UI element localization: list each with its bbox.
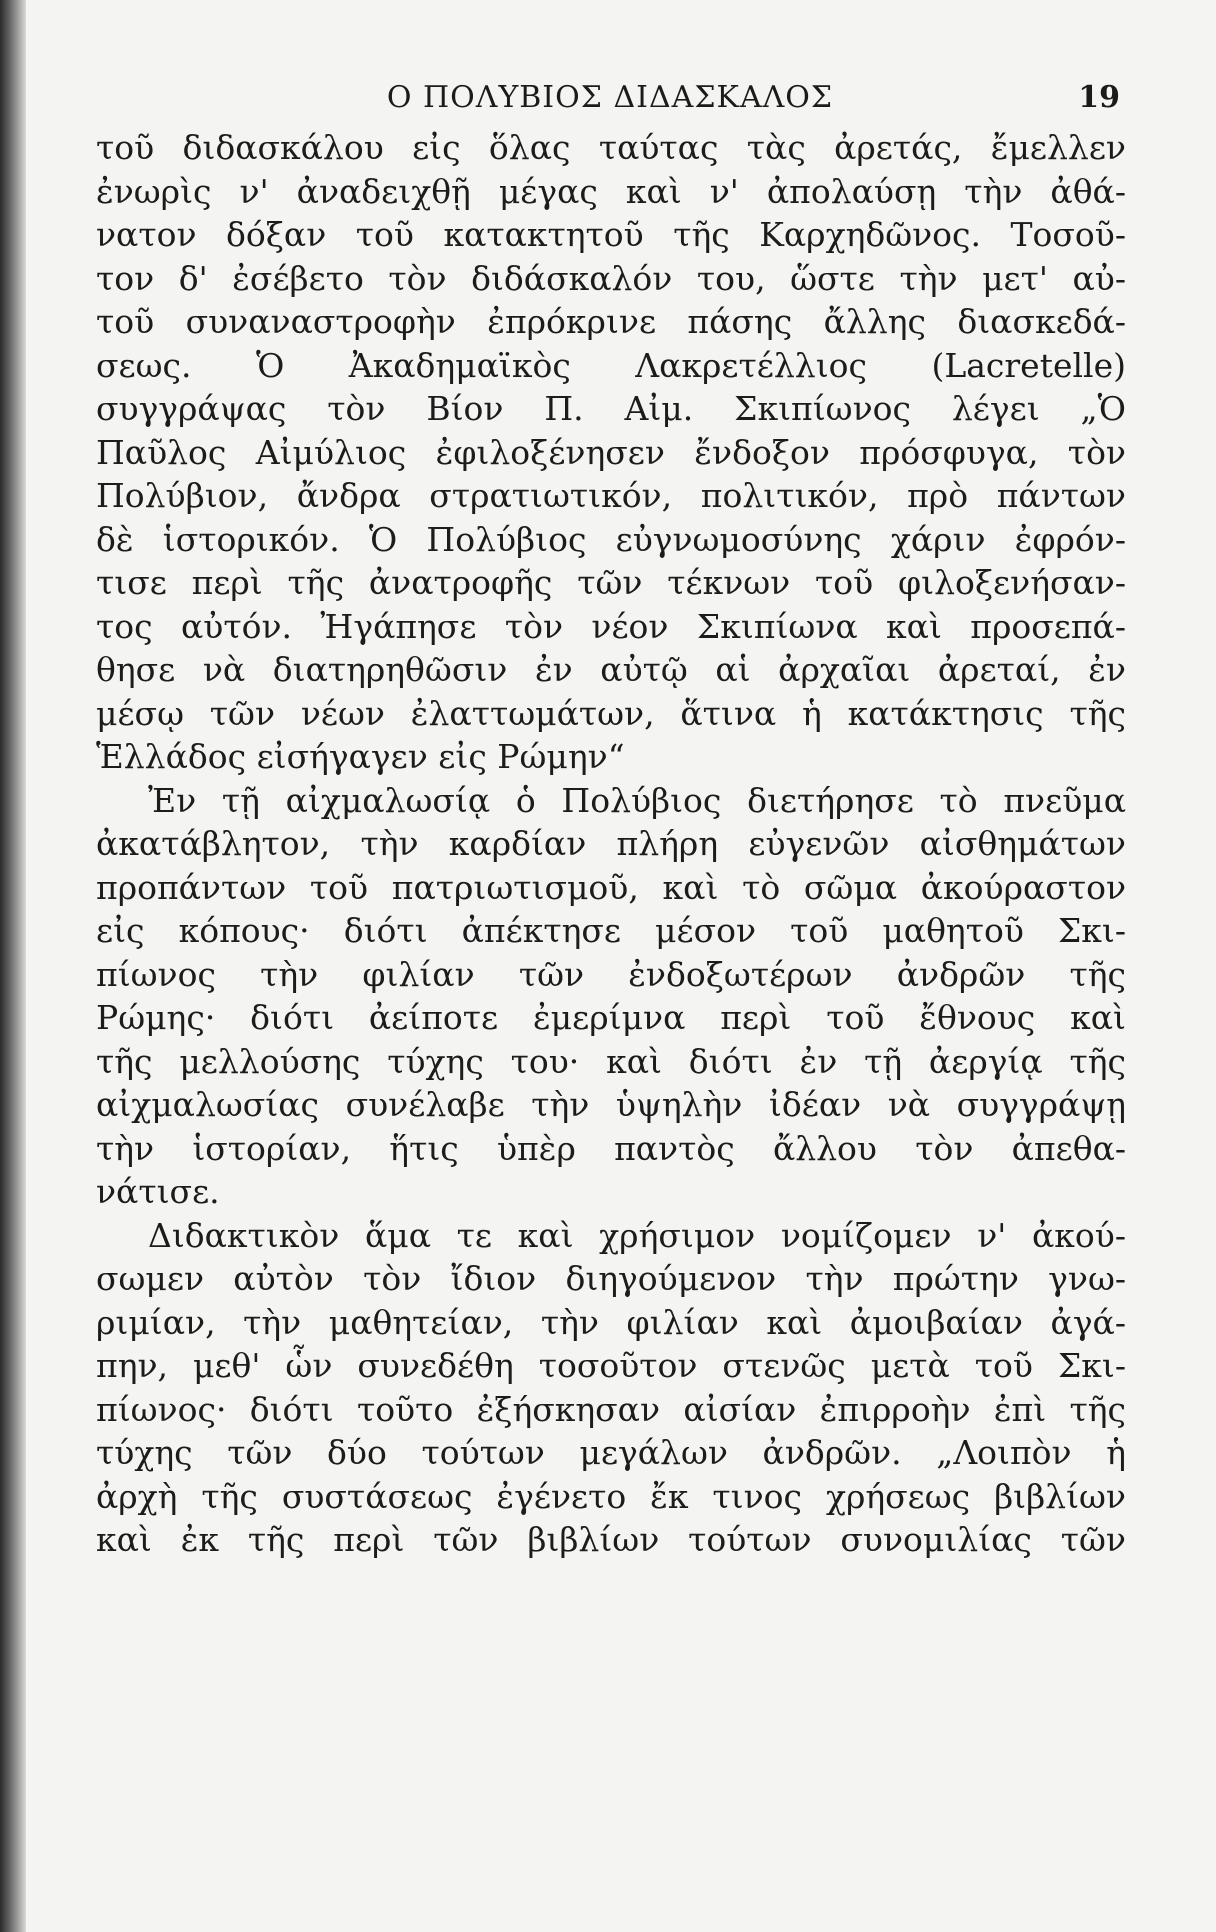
text-line: αἰχμαλωσίας συνέλαβε τὴν ὑψηλὴν ἰδέαν νὰ συγγράψῃ [96, 1085, 1126, 1124]
text-line: Ἑλλάδος εἰσήγαγεν εἰς Ρώμην“ [96, 737, 625, 776]
text-line: σεως. Ὁ Ἀκαδημαϊκὸς Λακρετέλλιος (Lacretelle) [96, 345, 1126, 385]
text-line: πην, μεθ' ὧν συνεδέθη τοσοῦτον στενῶς μετὰ τοῦ Σκι- [96, 1346, 1126, 1385]
text-line: νατον δόξαν τοῦ κατακτητοῦ τῆς Καρχηδῶνος. Τοσοῦ- [96, 215, 1126, 254]
text-line: τοῦ διδασκάλου εἰς ὅλας ταύτας τὰς ἀρετάς, ἔμελλεν [96, 128, 1126, 167]
text-line: τύχης τῶν δύο τούτων μεγάλων ἀνδρῶν. „Λοιπὸν ἡ [96, 1433, 1126, 1472]
text-line: τὴν ἱστορίαν, ἥτις ὑπὲρ παντὸς ἄλλου τὸν ἀπεθα- [96, 1128, 1126, 1168]
text-line: σωμεν αὐτὸν τὸν ἴδιον διηγούμενον τὴν πρώτην γνω- [96, 1259, 1126, 1298]
text-line: ἀκατάβλητον, τὴν καρδίαν πλήρη εὐγενῶν αἰσθημάτων [96, 824, 1126, 863]
text-line: πίωνος τὴν φιλίαν τῶν ἐνδοξωτέρων ἀνδρῶν τῆς [96, 954, 1126, 994]
text-line: ριμίαν, τὴν μαθητείαν, τὴν φιλίαν καὶ ἀμοιβαίαν ἀγά- [96, 1302, 1126, 1342]
text-line: Πολύβιον, ἄνδρα στρατιωτικόν, πολιτικόν, πρὸ πάντων [96, 476, 1126, 515]
text-line: τῆς μελλούσης τύχης του· καὶ διότι ἐν τῇ ἀεργίᾳ τῆς [96, 1041, 1126, 1081]
text-line: ἀρχὴ τῆς συστάσεως ἐγένετο ἔκ τινος χρήσεως βιβλίων [96, 1476, 1126, 1516]
text-line: καὶ ἐκ τῆς περὶ τῶν βιβλίων τούτων συνομιλίας τῶν [96, 1520, 1126, 1559]
text-line: θησε νὰ διατηρηθῶσιν ἐν αὐτῷ αἱ ἀρχαῖαι ἀρεταί, ἐν [96, 650, 1126, 689]
text-line: Ἐν τῇ αἰχμαλωσίᾳ ὁ Πολύβιος διετήρησε τὸ πνεῦμα [148, 780, 1126, 820]
text-line: πίωνος· διότι τοῦτο ἐξήσκησαν αἰσίαν ἐπιρροὴν ἐπὶ τῆς [96, 1389, 1126, 1429]
text-line: συγγράψας τὸν Βίον Π. Αἰμ. Σκιπίωνος λέγει „Ὁ [96, 389, 1126, 428]
text-line: τοῦ συναναστροφὴν ἐπρόκρινε πάσης ἄλλης διασκεδά- [96, 302, 1126, 341]
text-line: Παῦλος Αἰμύλιος ἐφιλοξένησεν ἔνδοξον πρόσφυγα, τὸν [96, 432, 1126, 472]
text-line: δὲ ἱστορικόν. Ὁ Πολύβιος εὐγνωμοσύνης χάριν ἐφρόν- [96, 519, 1126, 559]
text-line: ἐνωρὶς ν' ἀναδειχθῇ μέγας καὶ ν' ἀπολαύσῃ τὴν ἀθά- [96, 171, 1126, 211]
text-line: τισε περὶ τῆς ἀνατροφῆς τῶν τέκνων τοῦ φιλοξενήσαν- [96, 563, 1126, 602]
page-number: 19 [1078, 80, 1120, 115]
binding-shadow [0, 0, 26, 1932]
text-line: Ρώμης· διότι ἀείποτε ἐμερίμνα περὶ τοῦ ἔθνους καὶ [96, 998, 1126, 1037]
body-text [96, 126, 1126, 1562]
text-line: νάτισε. [96, 1172, 220, 1211]
text-line: μέσῳ τῶν νέων ἐλαττωμάτων, ἅτινα ἡ κατάκτησις τῆς [96, 693, 1126, 733]
text-line: εἰς κόπους· διότι ἀπέκτησε μέσον τοῦ μαθητοῦ Σκι- [96, 911, 1126, 950]
text-line: τος αὐτόν. Ἠγάπησε τὸν νέον Σκιπίωνα καὶ προσεπά- [96, 606, 1126, 646]
text-line: προπάντων τοῦ πατριωτισμοῦ, καὶ τὸ σῶμα ἀκούραστον [96, 867, 1126, 907]
text-line: τον δ' ἐσέβετο τὸν διδάσκαλόν του, ὥστε τὴν μετ' αὐ- [96, 258, 1126, 298]
running-title: Ο ΠΟΛΥΒΙΟΣ ΔΙΔΑΣΚΑΛΟΣ [386, 80, 834, 115]
text-line: Διδακτικὸν ἅμα τε καὶ χρήσιμον νομίζομεν ν' ἀκού- [148, 1215, 1126, 1255]
page-header [100, 80, 1120, 124]
